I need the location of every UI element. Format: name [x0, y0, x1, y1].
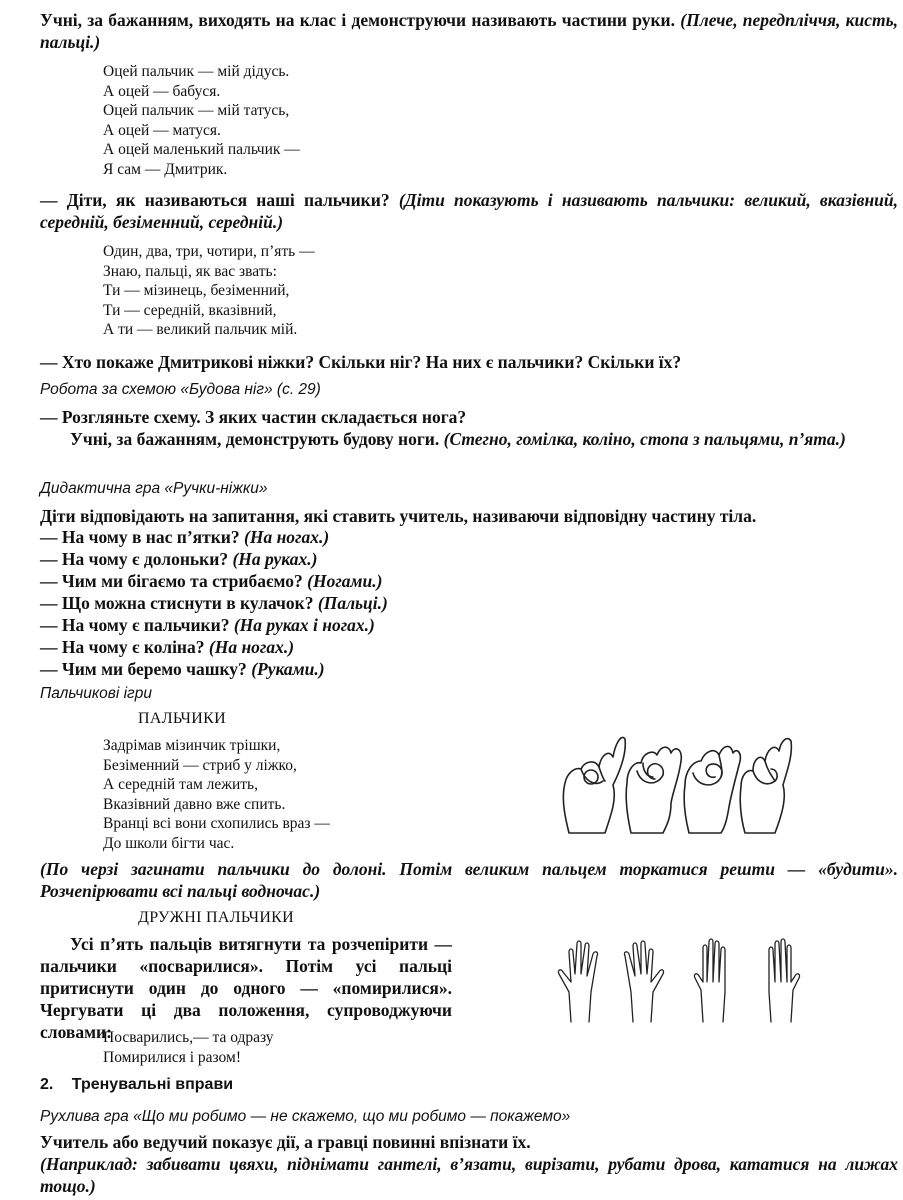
- hands-touching-fingers-illustration: [555, 725, 795, 840]
- together-hands-icon: [694, 939, 799, 1022]
- qa-item: — На чому в нас п’ятки? (На ногах.): [40, 527, 330, 547]
- friendly-fingers-title: ДРУЖНІ ПАЛЬЧИКИ: [138, 909, 294, 926]
- poem-line: Оцей пальчик — мій дідусь.: [103, 63, 290, 80]
- game-heading: Дидактична гра «Ручки-ніжки»: [40, 480, 268, 497]
- qa-item: — Чим ми бігаємо та стрибаємо? (Ногами.): [40, 571, 383, 591]
- qa-item: — На чому є пальчики? (На руках і ногах.): [40, 615, 375, 635]
- hand-icon: [626, 747, 681, 833]
- intro-paragraph: [40, 9, 898, 53]
- legs-text: Учні, за бажанням, демонструють будову ноги.: [70, 429, 440, 449]
- fingers-title: ПАЛЬЧИКИ: [138, 710, 226, 727]
- poem-line: А оцей маленький пальчик —: [103, 141, 300, 159]
- poem-counting: [103, 242, 315, 340]
- poem-line: Помирилися і разом!: [103, 1048, 241, 1066]
- poem-line: Задрімав мізинчик трішки,: [103, 737, 281, 754]
- fingers-note: (По черзі загинати пальчики до долоні. Потім великим пальцем торкатися решти — «будити». Розчепірювати всі пальці водночас.): [40, 859, 898, 901]
- section-number: 2.: [40, 1076, 54, 1093]
- poem-line: А оцей — бабуся.: [103, 82, 221, 100]
- question-text: — Діти, як називаються наші пальчики?: [40, 190, 390, 210]
- hand-icon: [684, 746, 740, 833]
- poem-line: Один, два, три, чотири, п’ять —: [103, 243, 315, 260]
- question-scheme: — Розгляньте схему. З яких частин складається нога?: [40, 407, 467, 427]
- hands-spread-together-illustration: [555, 930, 805, 1025]
- poem-sleepy-fingers: [103, 736, 330, 854]
- poem-quarrel: [103, 1028, 274, 1067]
- question-note: (Діти показують і називають пальчики: великий, вказівний, середній, безіменний, середній.): [40, 190, 899, 232]
- mobile-game-text: Учитель або ведучий показує дії, а гравці повинні впізнати їх.: [40, 1132, 531, 1152]
- intro-text: Учні, за бажанням, виходять на клас і демонструючи називають частини руки.: [40, 10, 676, 30]
- finger-games-heading: Пальчикові ігри: [40, 685, 152, 702]
- poem-line: А оцей — матуся.: [103, 121, 221, 139]
- legs-note: (Стегно, гомілка, коліно, стопа з пальцями, п’ята.): [443, 429, 846, 449]
- legs-paragraph: [40, 428, 898, 450]
- friendly-fingers-text: Усі п’ять пальців витягнути та розчепірити — пальчики «посварилися». Потім усі пальці притиснути один до одного — «помирилися». Чергувати ці два положення, супроводжуючи словами:: [40, 934, 452, 1042]
- poem-line: Оцей пальчик — мій татусь,: [103, 102, 290, 120]
- question-legs: — Хто покаже Дмитрикові ніжки? Скільки ніг? На них є пальчики? Скільки їх?: [40, 352, 682, 372]
- poem-line: До школи бігти час.: [103, 834, 235, 852]
- poem-line: Вранці всі вони схопились враз —: [103, 815, 330, 833]
- poem-line: А ти — великий пальчик мій.: [103, 321, 298, 339]
- poem-line: Знаю, пальці, як вас звать:: [103, 262, 277, 280]
- poem-fingers-family: [103, 62, 300, 180]
- question-finger-names: [40, 189, 898, 233]
- section-heading: [40, 1076, 233, 1094]
- section-title: Тренувальні вправи: [71, 1076, 234, 1093]
- poem-line: Вказівний давно вже спить.: [103, 795, 286, 813]
- qa-item: — На чому є долоньки? (На руках.): [40, 549, 318, 569]
- intro-note: (Плече, передпліччя, кисть, пальці.): [40, 10, 898, 52]
- hand-icon: [563, 737, 625, 833]
- poem-line: Ти — середній, вказівний,: [103, 301, 277, 319]
- poem-line: Я сам — Дмитрик.: [103, 160, 228, 178]
- game-intro: Діти відповідають на запитання, які ставить учитель, називаючи відповідну частину тіла.: [40, 506, 757, 526]
- hand-icon: [740, 739, 791, 833]
- mobile-game-heading: Рухлива гра «Що ми робимо — не скажемо, що ми робимо — покажемо»: [40, 1108, 571, 1125]
- scheme-heading: Робота за схемою «Будова ніг» (с. 29): [40, 381, 321, 398]
- qa-item: — На чому є коліна? (На ногах.): [40, 637, 295, 657]
- qa-item: — Що можна стиснути в кулачок? (Пальці.): [40, 593, 388, 613]
- poem-line: Безіменний — стриб у ліжко,: [103, 756, 297, 774]
- mobile-game-note: (Наприклад: забивати цвяхи, піднімати гантелі, в’язати, вирізати, рубати дрова, кататися на лижах тощо.): [40, 1154, 898, 1196]
- spread-hands-icon: [558, 941, 663, 1022]
- poem-line: А середній там лежить,: [103, 776, 258, 794]
- qa-item: — Чим ми беремо чашку? (Руками.): [40, 659, 325, 679]
- poem-line: Посварились,— та одразу: [103, 1029, 274, 1046]
- poem-line: Ти — мізинець, безіменний,: [103, 282, 290, 300]
- qa-list: [40, 526, 388, 680]
